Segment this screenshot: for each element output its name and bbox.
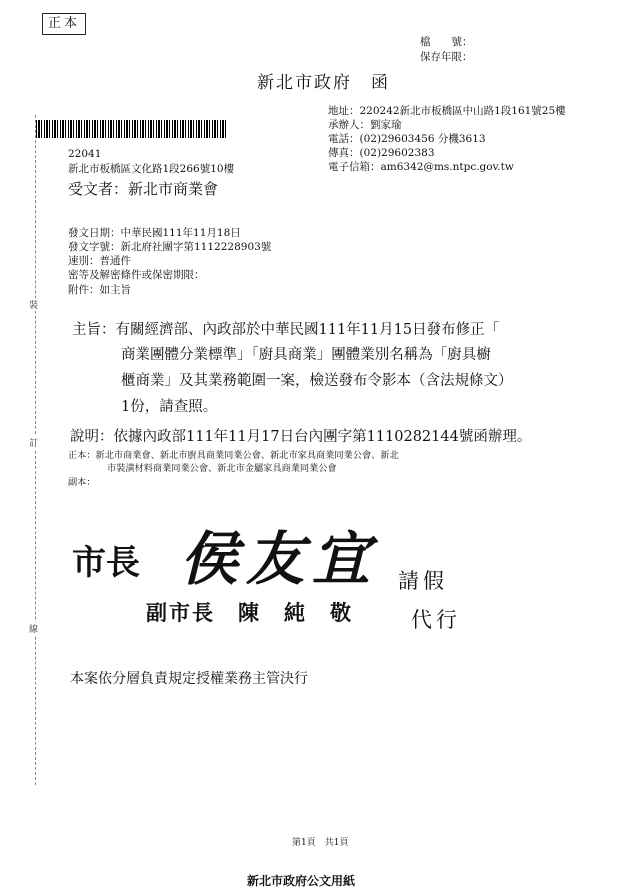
postal-barcode [36, 120, 228, 138]
copies-to-line: 市裝潢材料商業同業公會、新北市金屬家具商業同業公會 [107, 463, 337, 474]
delegation-note: 本案依分層負責規定授權業務主管決行 [70, 671, 308, 687]
sender-address: 地址：220242新北市板橋區中山路1段161號25樓 [328, 105, 566, 117]
mayor-signature: 侯友宜 [180, 525, 379, 593]
binding-mark: 訂 [29, 436, 38, 449]
issue-date: 發文日期：中華民國111年11月18日 [68, 227, 241, 239]
acting-note: 代行 [411, 608, 461, 632]
file-number-label: 檔 號： [420, 36, 473, 48]
classification: 密等及解密條件或保密期限： [68, 269, 205, 281]
retention-period-label: 保存年限： [420, 51, 473, 63]
sender-phone: 電話：(02)29603456 分機3613 [328, 133, 486, 145]
recipient-postal-code: 22041 [68, 148, 102, 160]
document-title: 新北市政府 函 [257, 73, 390, 93]
recipient-address: 新北市板橋區文化路1段266號10樓 [68, 163, 235, 175]
cc-label: 副本： [68, 477, 96, 488]
copies-to-line: 正本：新北市商業會、新北市廚具商業同業公會、新北市家具商業同業公會、新北 [68, 450, 399, 461]
original-copy-stamp: 正本 [42, 13, 86, 35]
subject-line: 主旨：有關經濟部、內政部於中華民國111年11月15日發布修正「 [72, 322, 500, 338]
binding-line [35, 115, 36, 785]
deputy-mayor-line: 副市長 陳 純 敬 [146, 600, 353, 625]
footer-text: 新北市政府公文用紙 [247, 874, 356, 888]
page-info: 第1頁 共1頁 [292, 838, 349, 848]
sender-email: 電子信箱：am6342@ms.ntpc.gov.tw [328, 161, 514, 173]
subject-line: 1份，請查照。 [121, 399, 218, 415]
binding-mark: 線 [29, 622, 38, 635]
urgency: 速別：普通件 [68, 255, 131, 267]
subject-line: 櫃商業」及其業務範圍一案，檢送發布令影本（含法規條文） [121, 373, 513, 389]
explanation: 說明：依據內政部111年11月17日台內團字第1110282144號函辦理。 [70, 429, 532, 445]
attachment: 附件：如主旨 [68, 284, 131, 296]
issue-number: 發文字號：新北府社團字第1112228903號 [68, 241, 272, 253]
leave-note: 請假 [398, 569, 448, 593]
sender-fax: 傳真：(02)29602383 [328, 147, 435, 159]
sender-officer: 承辦人：劉家瑜 [328, 119, 402, 131]
binding-mark: 裝 [29, 298, 38, 311]
mayor-title: 市長 [72, 543, 140, 583]
recipient-line: 受文者：新北市商業會 [68, 180, 219, 198]
subject-line: 商業團體分業標準」「廚具商業」團體業別名稱為「廚具櫥 [121, 347, 491, 363]
